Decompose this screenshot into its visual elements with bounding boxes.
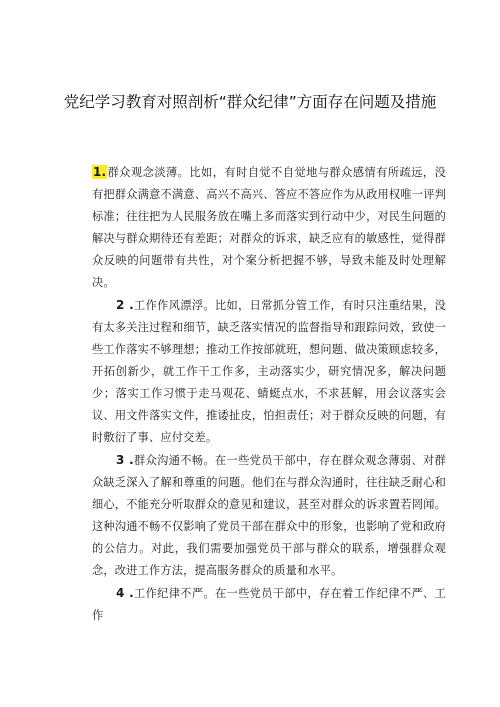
- document-title: 党纪学习教育对照剖析“群众纪律”方面存在问题及措施: [63, 93, 437, 111]
- paragraph-1: [92, 161, 446, 294]
- paragraph-text: 群众沟通不畅。在一些党员干部中，存在群众观念薄弱、对群众缺乏深入了解和尊重的问题。他们在与群众沟通时，往往缺乏耐心和细心，不能充分听取群众的意见和建议，甚至对群众的诉求置若罔闻。这种沟通不畅不仅影响了党员干部在群众中的形象，也影响了党和政府的公信力。对此，我们需要加强党员干部与群众的联系，增强群众观念，改进工作方法，提高服务群众的质量和水平。: [92, 454, 446, 577]
- paragraph-3: [92, 449, 446, 582]
- document-body: [92, 161, 446, 627]
- paragraph-number: 3 .: [116, 453, 134, 467]
- paragraph-text: 工作纪律不严。在一些党员干部中，存在着工作纪律不严、工作: [92, 587, 446, 622]
- paragraph-4: [92, 582, 446, 627]
- paragraph-number: 4 .: [116, 586, 134, 600]
- paragraph-text: 群众观念淡薄。比如，有时自觉不自觉地与群众感情有所疏远，没有把群众满意不满意、高兴不高兴、答应不答应作为从政用权唯一评判标准；往往把为人民服务放在嘴上多而落实到行动中少，对民生问题的解决与群众期待还有差距；对群众的诉求，缺乏应有的敏感性，觉得群众反映的问题带有共性，对个案分析把握不够，导致未能及时处理解决。: [92, 166, 446, 289]
- paragraph-number: 1.: [93, 165, 107, 179]
- paragraph-number: 2 .: [116, 298, 134, 312]
- paragraph-2: [92, 294, 446, 449]
- paragraph-text: 工作作风漂浮。比如，日常抓分管工作，有时只注重结果，没有太多关注过程和细节，缺乏落实情况的监督指导和跟踪问效，致使一些工作落实不够理想；推动工作按部就班，想问题、做决策顾虑较多，开拓创新少，就工作干工作多，主动落实少，研究情况多，解决问题少；落实工作习惯于走马观花、蜻蜓点水，不求甚解，用会议落实会议、用文件落实文件，推诿扯皮，怕担责任；对于群众反映的问题，有时敷衍了事、应付交差。: [92, 299, 446, 444]
